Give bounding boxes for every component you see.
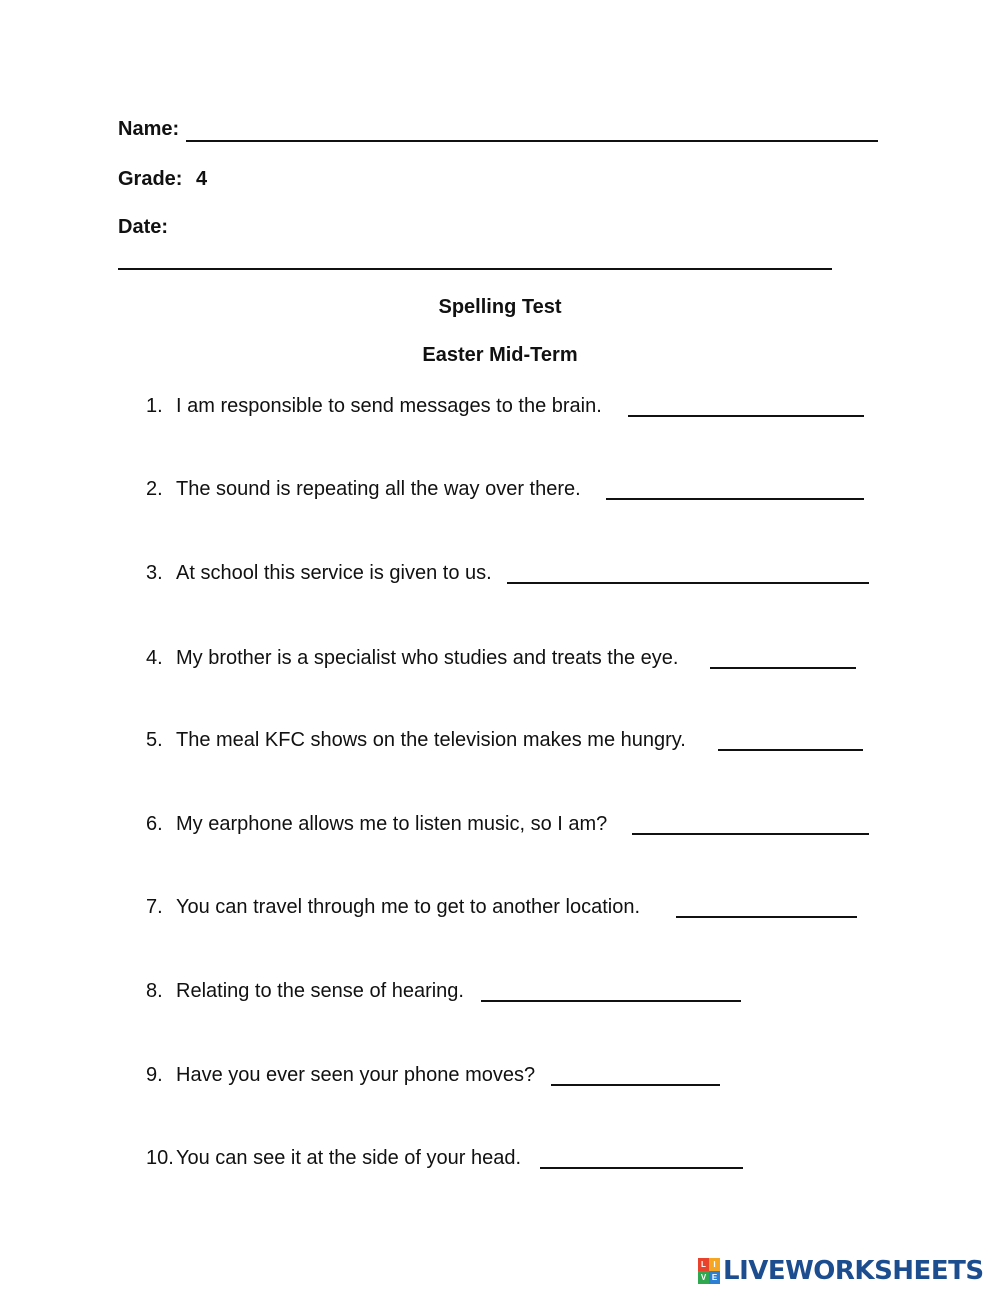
question-number: 9. xyxy=(146,1064,163,1086)
question-number: 10. xyxy=(146,1147,174,1169)
question-text: The meal KFC shows on the television makes me hungry. xyxy=(176,729,686,751)
answer-blank-4[interactable] xyxy=(710,667,856,669)
grade-value: 4 xyxy=(196,168,208,190)
question-text: At school this service is given to us. xyxy=(176,562,492,584)
answer-blank-3[interactable] xyxy=(507,582,869,584)
answer-blank-7[interactable] xyxy=(676,916,857,918)
logo-text: LIVEWORKSHEETS xyxy=(723,1256,984,1286)
answer-blank-10[interactable] xyxy=(540,1167,743,1169)
question-number: 3. xyxy=(146,562,163,584)
question-text: Have you ever seen your phone moves? xyxy=(176,1064,536,1086)
liveworksheets-logo xyxy=(698,1256,984,1286)
question-text: I am responsible to send messages to the brain. xyxy=(176,395,602,417)
answer-blank-6[interactable] xyxy=(632,833,869,835)
answer-blank-1[interactable] xyxy=(628,415,864,417)
answer-blank-8[interactable] xyxy=(481,1000,741,1002)
question-number: 4. xyxy=(146,647,163,669)
date-field-line[interactable] xyxy=(118,268,832,270)
question-number: 5. xyxy=(146,729,163,751)
question-text: You can see it at the side of your head. xyxy=(176,1147,522,1169)
question-number: 6. xyxy=(146,813,163,835)
page-title: Spelling Test xyxy=(438,296,562,318)
grade-label: Grade: xyxy=(118,168,183,190)
logo-letter: E xyxy=(709,1271,720,1284)
answer-blank-2[interactable] xyxy=(606,498,864,500)
question-number: 2. xyxy=(146,478,163,500)
question-text: You can travel through me to get to another location. xyxy=(176,896,641,918)
answer-blank-9[interactable] xyxy=(551,1084,720,1086)
name-label: Name: xyxy=(118,118,180,140)
date-label: Date: xyxy=(118,216,169,238)
logo-letter: L xyxy=(698,1258,709,1271)
logo-mark-icon xyxy=(698,1258,720,1284)
grade-row xyxy=(118,168,207,191)
page-subtitle: Easter Mid-Term xyxy=(422,344,578,366)
answer-blank-5[interactable] xyxy=(718,749,863,751)
logo-letter: V xyxy=(698,1271,709,1284)
question-number: 8. xyxy=(146,980,163,1002)
question-text: My brother is a specialist who studies and treats the eye. xyxy=(176,647,679,669)
name-field-line[interactable] xyxy=(186,140,878,142)
question-text: My earphone allows me to listen music, so I am? xyxy=(176,813,608,835)
logo-letter: I xyxy=(709,1258,720,1271)
question-number: 7. xyxy=(146,896,163,918)
question-number: 1. xyxy=(146,395,163,417)
question-text: Relating to the sense of hearing. xyxy=(176,980,464,1002)
question-text: The sound is repeating all the way over there. xyxy=(176,478,581,500)
